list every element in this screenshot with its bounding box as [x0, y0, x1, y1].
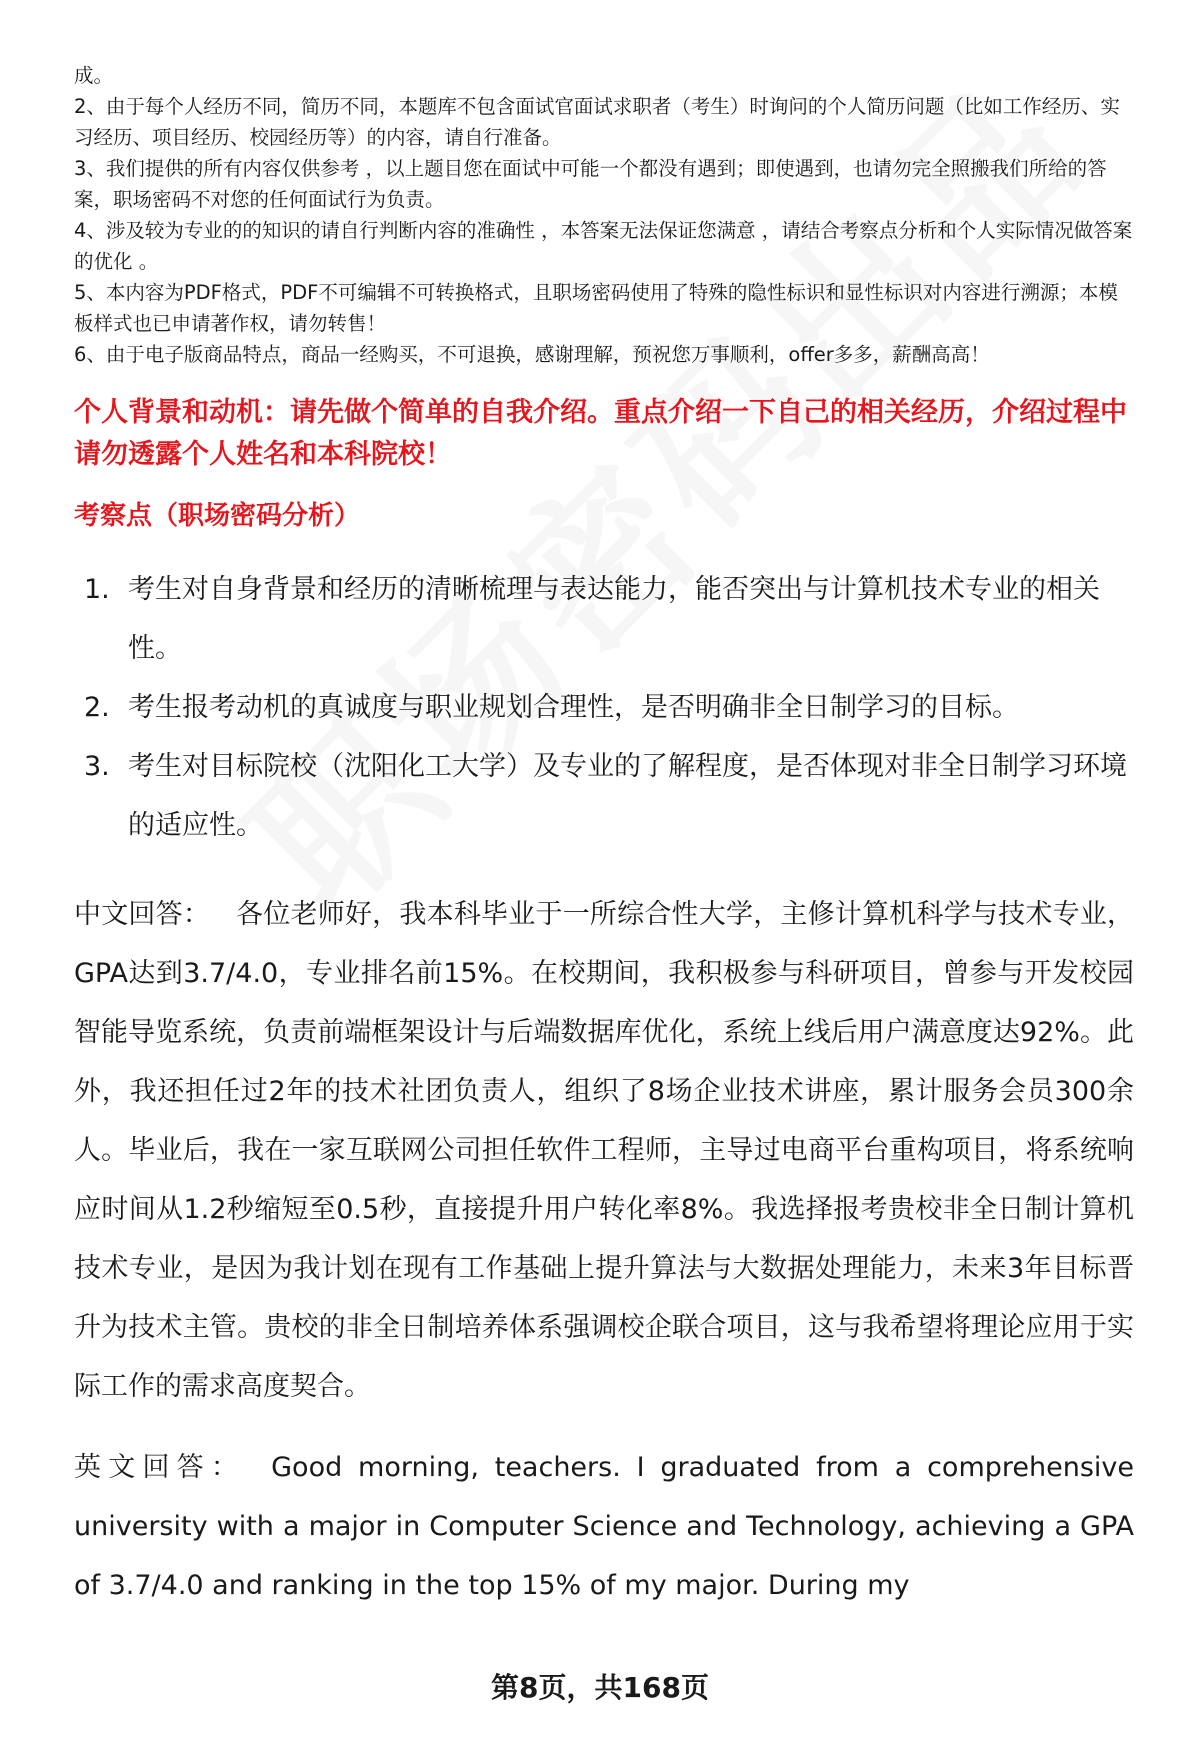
english-answer-text: Good morning, teachers. I graduated from a comprehensive university with a major in Computer Science and Technology, achieving a GPA of 3.7/4.0 and ranking in the top 15% of my major. During my	[74, 1452, 1134, 1601]
list-item-text: 考生报考动机的真诚度与职业规划合理性，是否明确非全日制学习的目标。	[128, 692, 1019, 723]
chinese-answer	[74, 885, 1134, 1416]
list-item-text: 考生对目标院校（沈阳化工大学）及专业的了解程度，是否体现对非全日制学习环境的适应性。	[128, 751, 1127, 841]
chinese-answer-label: 中文回答：	[74, 899, 211, 930]
list-number: 3.	[84, 751, 110, 782]
list-item	[74, 737, 1134, 855]
disclaimer-notes	[74, 60, 1134, 370]
note-line: 6、由于电子版商品特点，商品一经购买，不可退换，感谢理解，预祝您万事顺利，offer多多，薪酬高高！	[74, 343, 990, 366]
note-line: 成。	[74, 64, 114, 87]
question-heading: 个人背景和动机：请先做个简单的自我介绍。重点介绍一下自己的相关经历，介绍过程中请勿透露个人姓名和本科院校！	[74, 397, 1127, 470]
page-number: 第8页，共168页	[491, 1671, 709, 1704]
list-number: 1.	[84, 574, 110, 605]
list-number: 2.	[84, 692, 110, 723]
note-line: 2、由于每个人经历不同，简历不同，本题库不包含面试官面试求职者（考生）时询问的个人简历问题（比如工作经历、实习经历、项目经历、校园经历等）的内容，请自行准备。	[74, 95, 1120, 149]
list-item	[74, 560, 1134, 678]
analysis-heading: 考察点（职场密码分析）	[74, 501, 361, 531]
chinese-answer-text: 各位老师好，我本科毕业于一所综合性大学，主修计算机科学与技术专业，GPA达到3.7/4.0，专业排名前15%。在校期间，我积极参与科研项目，曾参与开发校园智能导览系统，负责前端框架设计与后端数据库优化，系统上线后用户满意度达92%。此外，我还担任过2年的技术社团负责人，组织了8场企业技术讲座，累计服务会员300余人。毕业后，我在一家互联网公司担任软件工程师，主导过电商平台重构项目，将系统响应时间从1.2秒缩短至0.5秒，直接提升用户转化率8%。我选择报考贵校非全日制计算机技术专业，是因为我计划在现有工作基础上提升算法与大数据处理能力，未来3年目标晋升为技术主管。贵校的非全日制培养体系强调校企联合项目，这与我希望将理论应用于实际工作的需求高度契合。	[74, 899, 1135, 1402]
key-points-list	[74, 560, 1134, 855]
english-answer-label: 英文回答：	[74, 1452, 246, 1483]
note-line: 3、我们提供的所有内容仅供参考 ，以上题目您在面试中可能一个都没有遇到；即使遇到，也请勿完全照搬我们所给的答案，职场密码不对您的任何面试行为负责。	[74, 157, 1107, 211]
english-answer	[74, 1438, 1134, 1615]
note-line: 5、本内容为PDF格式，PDF不可编辑不可转换格式，且职场密码使用了特殊的隐性标识和显性标识对内容进行溯源；本模板样式也已申请著作权，请勿转售！	[74, 281, 1118, 335]
list-item-text: 考生对自身背景和经历的清晰梳理与表达能力，能否突出与计算机技术专业的相关性。	[128, 574, 1100, 664]
note-line: 4、涉及较为专业的的知识的请自行判断内容的准确性 ，本答案无法保证您满意 ，请结合考察点分析和个人实际情况做答案的优化 。	[74, 219, 1133, 273]
list-item	[74, 678, 1134, 737]
